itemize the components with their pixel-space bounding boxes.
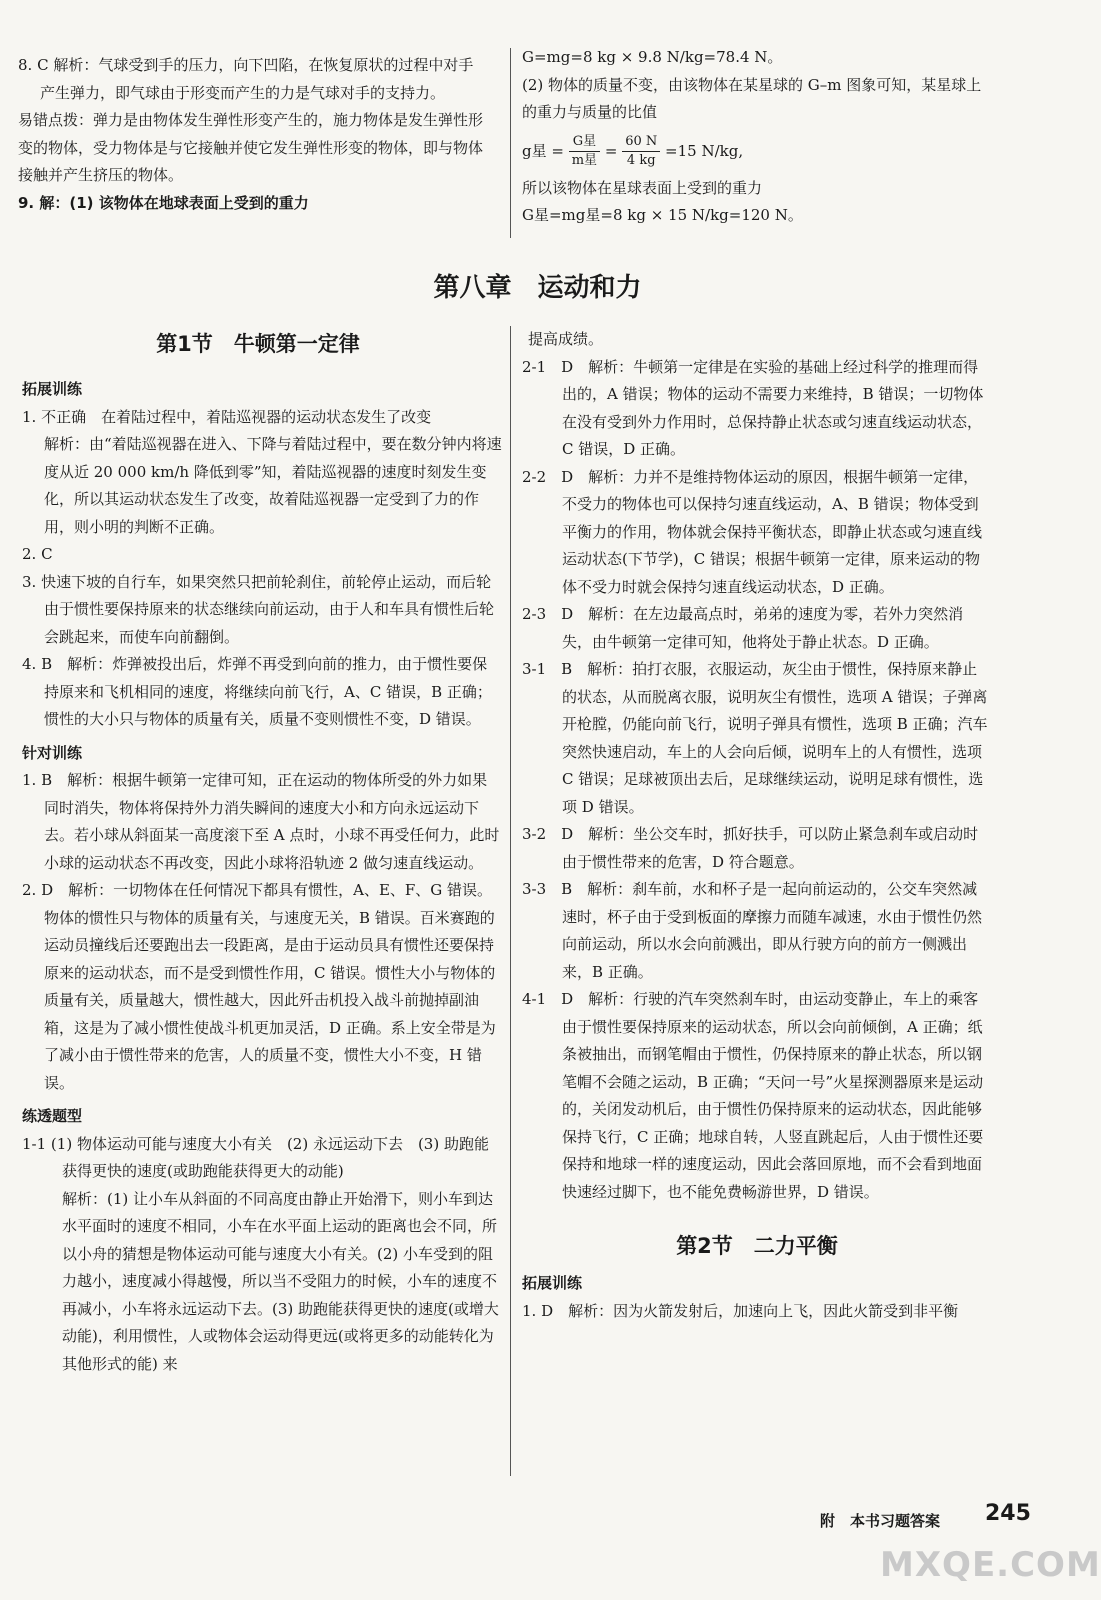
frac1-denominator: m星	[571, 153, 598, 168]
frac1-numerator: G星	[569, 133, 600, 152]
answer-2-1: 2-1 D 解析：牛顿第一定律是在实验的基础上经过科学的推理而得出的，A 错误；物体的运动不需要力来维持，B 错误；一切物体在没有受到外力作用时，总保持静止状态或匀速直线运动状态，C 错误，D 正确。	[522, 357, 984, 458]
tuozhan-q1-analysis: 解析：由“着陆巡视器在进入、下降与着陆过程中，要在数分钟内将速度从近 20 000 km/h 降低到零”知，着陆巡视器的速度时刻发生变化，所以其运动状态发生了改变，故着陆巡视器一定受到了力的作用，则小明的判断不正确。	[44, 435, 502, 536]
liantou-q1-1-analysis: 解析：(1) 让小车从斜面的不同高度由静止开始滑下，则小车到达水平面时的速度不相同，小车在水平面上运动的距离也会不同，所以小舟的猜想是物体运动可能与速度大小有关。(2) 小车受到的阻力越小，速度减小得越慢，所以当不受阻力的时候，小车的速度不再减小，小车将永远运动下去。(3) 助跑能获得更快的速度(或增大动能)，利用惯性，人或物体会运动得更远(或将更多的动能转化为其他形式的能) 来	[62, 1189, 499, 1373]
gravity-star-formula: G星=mg星=8 kg × 15 N/kg=120 N。	[522, 206, 803, 224]
q9-part3: 所以该物体在星球表面上受到的重力	[522, 178, 763, 197]
ratio-formula	[522, 127, 992, 175]
q9-start: 9. 解：(1) 该物体在地球表面上受到的重力	[18, 193, 309, 212]
q8-answer: 8. C 解析：气球受到手的压力，向下凹陷，在恢复原状的过程中对手产生弹力，即气球由于形变而产生的力是气球对手的支持力。	[18, 56, 474, 102]
zhendui-q1: 1. B 解析：根据牛顿第一定律可知，正在运动的物体所受的外力如果同时消失，物体将保持外力消失瞬间的速度大小和方向永远运动下去。若小球从斜面某一高度滚下至 A 点时，小球不再受任何力，此时小球的运动状态不再改变，因此小球将沿轨迹 2 做匀速直线运动。	[22, 771, 500, 872]
heading-tuozhan: 拓展训练	[22, 380, 83, 398]
heading-liantou: 练透题型	[22, 1107, 83, 1125]
gravity-earth-formula: G=mg=8 kg × 9.8 N/kg=78.4 N。	[522, 48, 783, 66]
answer-2-3: 2-3 D 解析：在左边最高点时，弟弟的速度为零，若外力突然消失，由牛顿第一定律可知，他将处于静止状态。D 正确。	[522, 605, 964, 651]
liantou-q1-1: 1-1 (1) 物体运动可能与速度大小有关 (2) 永远运动下去 (3) 助跑能获得更快的速度(或助跑能获得更大的动能)	[22, 1134, 489, 1180]
footer-label: 附 本书习题答案	[820, 1512, 941, 1530]
section2-q1: 1. D 解析：因为火箭发射后，加速向上飞，因此火箭受到非平衡	[522, 1301, 959, 1320]
fraction-values	[622, 133, 660, 170]
right-main-column	[522, 326, 992, 1325]
top-left-column	[18, 52, 488, 217]
zhendui-q2: 2. D 解析：一切物体在任何情况下都具有惯性，A、E、F、G 错误。物体的惯性只与物体的质量有关，与速度无关，B 错误。百米赛跑的运动员撞线后还要跑出去一段距离，是由于运动员具有惯性还要保持原来的运动状态，而不是受到惯性作用，C 错误。惯性大小与物体的质量有关，质量越大，惯性越大，因此歼击机投入战斗前抛掉副油箱，这是为了减小惯性使战斗机更加灵活，D 正确。系上安全带是为了减小由于惯性带来的危害，人的质量不变，惯性大小不变，H 错误。	[22, 881, 496, 1092]
formula-left: g星 =	[522, 141, 564, 160]
frac-equals: =	[604, 141, 618, 160]
top-column-divider	[510, 48, 511, 238]
tuozhan-q4: 4. B 解析：炸弹被投出后，炸弹不再受到向前的推力，由于惯性要保持原来和飞机相同的速度，将继续向前飞行，A、C 错误，B 正确；惯性的大小只与物体的质量有关，质量不变则惯性不变，D 错误。	[22, 655, 492, 728]
q8-tip: 易错点拨：弹力是由物体发生弹性形变产生的，施力物体是发生弹性形变的物体，受力物体是与它接触并使它发生弹性形变的物体，即与物体接触并产生挤压的物体。	[18, 111, 484, 184]
answer-4-1: 4-1 D 解析：行驶的汽车突然刹车时，由运动变静止，车上的乘客由于惯性要保持原来的运动状态，所以会向前倾倒，A 正确；纸条被抽出，而钢笔帽由于惯性，仍保持原来的静止状态，所以钢笔帽不会随之运动，B 正确；“天问一号”火星探测器原来是运动的，关闭发动机后，由于惯性仍保持原来的运动状态，因此能够保持飞行，C 正确；地球自转，人竖直跳起后，人由于惯性还要保持和地球一样的速度运动，因此会落回原地，而不会看到地面快速经过脚下，也不能免费畅游世界，D 错误。	[522, 990, 984, 1201]
frac2-denominator: 4 kg	[626, 153, 656, 168]
formula-right: =15 N/kg,	[665, 141, 744, 160]
section1-title: 第1节 牛顿第一定律	[156, 332, 360, 356]
chapter-title: 第八章 运动和力	[433, 273, 642, 303]
answer-3-3: 3-3 B 解析：刹车前，水和杯子是一起向前运动的，公交车突然减速时，杯子由于受到板面的摩擦力而随车减速，水由于惯性仍然向前运动，所以水会向前溅出，即从行驶方向的前方一侧溅出来，B 正确。	[522, 880, 983, 981]
main-column-divider	[510, 326, 511, 1476]
section2-title: 第2节 二力平衡	[676, 1234, 838, 1258]
page-number: 245	[985, 1501, 1031, 1526]
continued-text: 提高成绩。	[528, 330, 604, 348]
fraction-g-over-m	[569, 133, 600, 170]
tuozhan-q2: 2. C	[22, 545, 53, 563]
watermark: MXQE.COM	[880, 1545, 1101, 1585]
left-main-column	[22, 370, 502, 1378]
answer-3-2: 3-2 D 解析：坐公交车时，抓好扶手，可以防止紧急刹车或启动时由于惯性带来的危害，D 符合题意。	[522, 825, 979, 871]
q9-part2: (2) 物体的质量不变，由该物体在某星球的 G–m 图象可知，某星球上的重力与质量的比值	[522, 75, 982, 121]
tuozhan-q1: 1. 不正确 在着陆过程中，着陆巡视器的运动状态发生了改变	[22, 407, 432, 426]
answer-3-1: 3-1 B 解析：拍打衣服，衣服运动，灰尘由于惯性，保持原来静止的状态，从而脱离衣服，说明灰尘有惯性，选项 A 错误；子弹离开枪膛，仍能向前飞行，说明子弹具有惯性，选项 B 正确；汽车突然快速启动，车上的人会向后倾，说明车上的人有惯性，选项 C 错误；足球被顶出去后，足球继续运动，说明足球有惯性，选项 D 错误。	[522, 660, 988, 816]
frac2-numerator: 60 N	[622, 133, 660, 152]
answer-2-2: 2-2 D 解析：力并不是维持物体运动的原因，根据牛顿第一定律，不受力的物体也可以保持匀速直线运动，A、B 错误；物体受到平衡力的作用，物体就会保持平衡状态，即静止状态或匀速直线运动状态(下节学)，C 错误；根据牛顿第一定律，原来运动的物体不受力时就会保持匀速直线运动状态，D 正确。	[522, 467, 983, 596]
heading-zhendui: 针对训练	[22, 743, 83, 762]
tuozhan-q3: 3. 快速下坡的自行车，如果突然只把前轮刹住，前轮停止运动，而后轮由于惯性要保持原来的状态继续向前运动，由于人和车具有惯性后轮会跳起来，而使车向前翻倒。	[22, 572, 495, 646]
heading-tuozhan-2: 拓展训练	[522, 1274, 583, 1292]
top-right-column	[522, 44, 992, 230]
